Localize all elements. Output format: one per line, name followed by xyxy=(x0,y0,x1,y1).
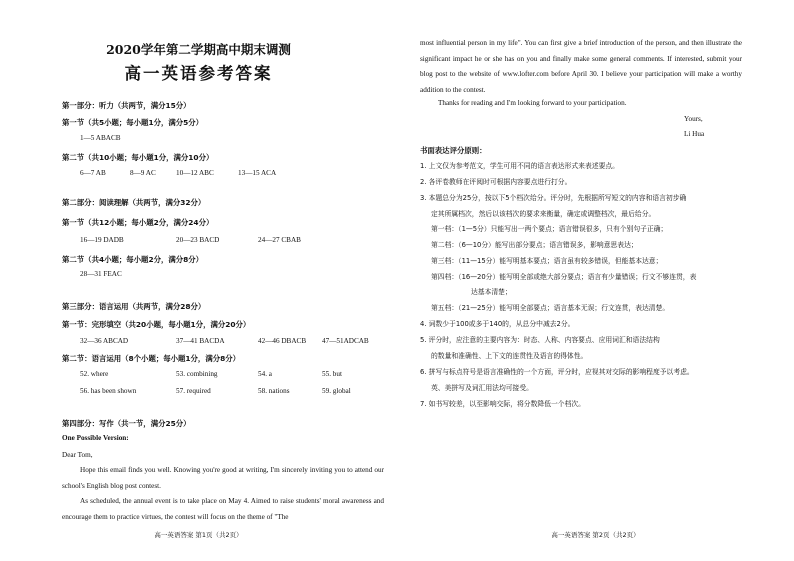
part1-sec1-heading: 第一节（共5小题；每小题1分，满分5分） xyxy=(62,118,204,127)
answer-item: 54. a xyxy=(258,370,272,378)
answer-group: 28—31 FEAC xyxy=(80,270,122,278)
criteria-item-cont: 定其所属档次，然后以该档次的要求来衡量，确定或调整档次，最后给分。 xyxy=(431,210,656,218)
answer-group: 37—41 BACDA xyxy=(176,337,225,345)
answer-group: 16—19 DADB xyxy=(80,236,124,244)
answer-item: 52. where xyxy=(80,370,109,378)
answer-group: 6—7 AB xyxy=(80,169,106,177)
answer-group: 10—12 ABC xyxy=(176,169,214,177)
page-2 xyxy=(397,0,794,561)
criteria-item: 2. 各评卷教师在评阅时可根据内容要点进行打分。 xyxy=(420,178,572,186)
letter-closing: Yours, xyxy=(684,115,703,123)
part3-heading: 第三部分：语言运用（共两节，满分28分） xyxy=(62,302,206,311)
part2-heading: 第二部分：阅读理解（共两节，满分32分） xyxy=(62,198,206,207)
grade-band: 第二档：（6—10分）能写出部分要点；语言错误多，影响意思表达； xyxy=(431,241,638,249)
letter-paragraph: Hope this email finds you well. Knowing you're good at writing, I'm sincerely inviting you to attend our school's English blog post contest. xyxy=(62,466,384,490)
grade-band: 第五档：（21—25分）能写明全部要点；语言基本无误；行文连贯，表达清楚。 xyxy=(431,304,670,312)
grade-band: 第一档：（1—5分）只能写出一两个要点；语言错误很多，只有个别句子正确； xyxy=(431,225,668,233)
answer-group: 8—9 AC xyxy=(130,169,156,177)
part3-sec1-heading: 第一节：完形填空（共20小题，每小题1分，满分20分） xyxy=(62,320,251,329)
answer-group: 24—27 CBAB xyxy=(258,236,301,244)
version-label: One Possible Version: xyxy=(62,434,129,442)
answer-item: 57. required xyxy=(176,387,211,395)
answer-group: 32—36 ABCAD xyxy=(80,337,129,345)
part4-heading: 第四部分：写作（共一节，满分25分） xyxy=(62,419,191,428)
answer-key-title: 高一英语参考答案 xyxy=(124,64,273,83)
page-footer: 高一英语答案 第1页（共2页） xyxy=(154,531,243,539)
answer-group: 13—15 ACA xyxy=(238,169,277,177)
criteria-item-cont: 的数量和准确性、上下文的连贯性及语言的得体性。 xyxy=(431,352,588,360)
letter-thanks: Thanks for reading and I'm looking forward to your participation. xyxy=(438,99,627,107)
criteria-heading: 书面表达评分原则： xyxy=(420,146,487,155)
answer-group: 47—51ADCAB xyxy=(322,337,369,345)
part1-sec2-heading: 第二节（共10小题；每小题1分，满分10分） xyxy=(62,153,214,162)
criteria-item: 5. 评分时，应注意的主要内容为：时态、人称、内容要点、应用词汇和语法结构 xyxy=(420,336,660,344)
answer-item: 53. combining xyxy=(176,370,218,378)
exam-title: 2020学年第二学期高中期末调测 xyxy=(106,42,291,57)
criteria-item: 7. 如书写较差，以至影响交际，将分数降低一个档次。 xyxy=(420,400,585,408)
letter-greeting: Dear Tom, xyxy=(62,451,93,459)
part2-sec2-heading: 第二节（共4小题；每小题2分，满分8分） xyxy=(62,255,204,264)
letter-paragraph: As scheduled, the annual event is to take place on May 4. Aimed to raise students' moral awareness and encourage them to practice virtues, the contest will focus on the theme of "The xyxy=(62,497,384,521)
criteria-item: 6. 拼写与标点符号是语言准确性的一个方面，评分时，应视其对交际的影响程度予以考虑。 xyxy=(420,368,694,376)
answer-item: 55. but xyxy=(322,370,342,378)
answer-group: 20—23 BACD xyxy=(176,236,220,244)
answer-item: 59. global xyxy=(322,387,351,395)
part2-sec1-heading: 第一节（共12小题；每小题2分，满分24分） xyxy=(62,218,214,227)
part3-sec2-heading: 第二节：语言运用（8个小题；每小题1分，满分8分） xyxy=(62,354,241,363)
letter-paragraph: most influential person in my life". You can first give a brief introduction of the person, and then illustrate the significant impact he or she has on you and finally make some general comments. If interested, submit your blog post to the website of www.lofter.com before April 30. I believe your participation will make a worthy addition to the contest. xyxy=(420,39,742,94)
answer-item: 56. has been shown xyxy=(80,387,137,395)
criteria-item: 1. 上文仅为参考范文，学生可用不同的语言表达形式来表述要点。 xyxy=(420,162,619,170)
grade-band: 第四档：（16—20分）能写明全部或绝大部分要点；语言有少量错误；行文不够连贯，表 xyxy=(431,273,697,281)
grade-band: 第三档：（11—15分）能写明基本要点；语言虽有较多错误，但能基本达意； xyxy=(431,257,663,265)
answer-item: 58. nations xyxy=(258,387,290,395)
criteria-item: 4. 词数少于100或多于140的，从总分中减去2分。 xyxy=(420,320,575,328)
criteria-item: 3. 本题总分为25分，按以下5个档次给分。评分时，先根据所写短文的内容和语言初步确 xyxy=(420,194,687,202)
answer-group: 42—46 DBACB xyxy=(258,337,307,345)
letter-signature: Li Hua xyxy=(684,130,705,138)
grade-band-cont: 达基本清楚； xyxy=(471,288,512,296)
page-footer: 高一英语答案 第2页（共2页） xyxy=(551,531,640,539)
answer-group: 1—5 ABACB xyxy=(80,134,121,142)
criteria-item-cont: 英、美拼写及词汇用法均可接受。 xyxy=(431,384,533,392)
part1-heading: 第一部分：听力（共两节，满分15分） xyxy=(62,101,191,110)
